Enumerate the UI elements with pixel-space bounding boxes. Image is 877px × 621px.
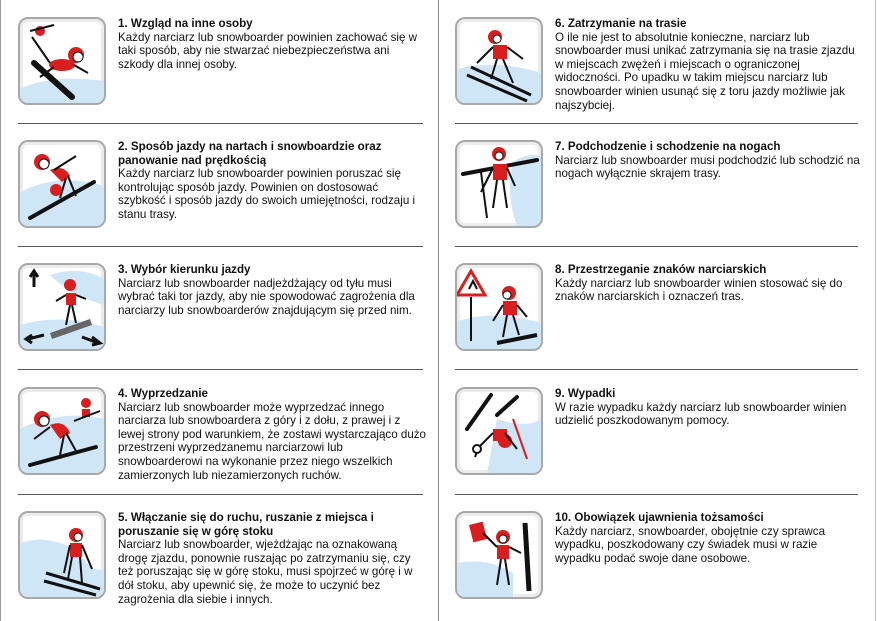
rule-8 [455,263,865,351]
rule-7 [455,140,865,228]
rule-text [555,511,865,599]
warning-sign-icon [455,263,543,351]
right-border [875,0,876,621]
rule-title: 7. Podchodzenie i schodzenie na nogach [555,140,781,153]
rule-text [118,511,428,606]
skier-walking-icon [455,140,543,228]
rule-text [555,387,865,475]
rule-text [118,17,428,105]
rule-10 [455,511,865,599]
rule-body: Każdy narciarz, snowboarder, obojętnie czy sprawca wypadku, poszkodowany czy świadek musi w razie wypadku podać swoje dane osobowe. [555,524,826,565]
rule-6 [455,17,865,112]
skier-accident-icon [455,387,543,475]
rule-title: 10. Obowiązek ujawnienia tożsamości [555,511,764,524]
rule-body: Narciarz lub snowboarder nadjeżdżający od tyłu musi wybrać taki tor jazdy, aby nie spowodować zagrożenia dla narciarzy lub snowboarderów znajdującym się przed nim. [118,276,415,317]
skier-downhill-icon [18,140,106,228]
rule-5 [18,511,428,606]
rule-text [118,387,428,482]
rule-text [118,263,428,351]
separator [455,494,858,495]
snowboarder-direction-icon [18,263,106,351]
rule-body: Każdy narciarz lub snowboarder powinien poruszać się kontrolując sposób jazdy. Powinien on dostosować szybkość i sposób jazdy do swoich umiejętności, rodzaju i stanu trasy. [118,167,416,221]
rule-body: O ile nie jest to absolutnie konieczne, narciarz lub snowboarder musi unikać zatrzymania się na trasie zjazdu w miejscach zwężeń i miejscach o ograniczonej widoczności. Po upadku w takim miejscu narciarz lub snowboarder winien usunąć się z toru jazdy możliwie jak najszybciej. [555,30,855,112]
skier-looking-icon [18,511,106,599]
rule-title: 3. Wybór kierunku jazdy [118,263,251,276]
rule-body: Narciarz lub snowboarder może wyprzedzać innego narciarza lub snowboardera z góry i z dołu, z prawej i z lewej strony pod warunkiem, że zostawi wystarczająco dużo przestrzeni wyprzedzanemu narciarzowi lub snowboarderowi na wykonanie przez niego wszelkich zamierzonych lub niezamierzonych ruchów. [118,400,427,482]
separator [18,123,423,124]
rule-title: 2. Sposób jazdy na nartach i snowboardzie oraz panowanie nad prędkością [118,140,382,167]
rule-text [555,140,865,228]
rule-text [555,17,865,112]
skiers-overtaking-icon [18,387,106,475]
separator [18,369,423,370]
rule-title: 1. Wzgląd na inne osoby [118,17,253,30]
rule-body: Każdy narciarz lub snowboarder powinien zachować się w taki sposób, aby nie stwarzać niebezpieczeństwa ani szkody dla innej osoby. [118,30,418,71]
separator [455,123,858,124]
separator [455,246,858,247]
rule-body: Narciarz lub snowboarder musi podchodzić lub schodzić na nogach wyłącznie skrajem trasy. [555,153,860,181]
separator [18,246,423,247]
rule-title: 4. Wyprzedzanie [118,387,208,400]
rule-title: 6. Zatrzymanie na trasie [555,17,687,30]
rule-text [118,140,428,228]
rule-title: 5. Włączanie się do ruchu, ruszanie z miejsca i poruszanie się w górę stoku [118,511,374,538]
rule-2 [18,140,428,228]
rule-3 [18,263,428,351]
rule-body: W razie wypadku każdy narciarz lub snowboarder winien udzielić poszkodowanym pomocy. [555,400,847,428]
rule-text [555,263,865,351]
skier-identity-icon [455,511,543,599]
rule-body: Każdy narciarz lub snowboarder winien stosować się do znaków narciarskich i oznaczeń tras. [555,276,843,304]
separator [18,494,423,495]
rule-title: 8. Przestrzeganie znaków narciarskich [555,263,767,276]
center-divider [438,0,439,621]
skier-stopping-icon [455,17,543,105]
rule-1 [18,17,428,105]
rule-title: 9. Wypadki [555,387,616,400]
rule-9 [455,387,865,475]
rule-4 [18,387,428,482]
rule-body: Narciarz lub snowboarder, wjeżdżając na oznakowaną drogę zjazdu, ponownie ruszając po zatrzymaniu się, czy też poruszając się w górę stoku, musi spojrzeć w górę i w dół stoku, aby upewnić się, że może to uczynić bez zagrożenia dla siebie i innych. [118,538,413,606]
skier-falling-icon [18,17,106,105]
separator [455,369,858,370]
